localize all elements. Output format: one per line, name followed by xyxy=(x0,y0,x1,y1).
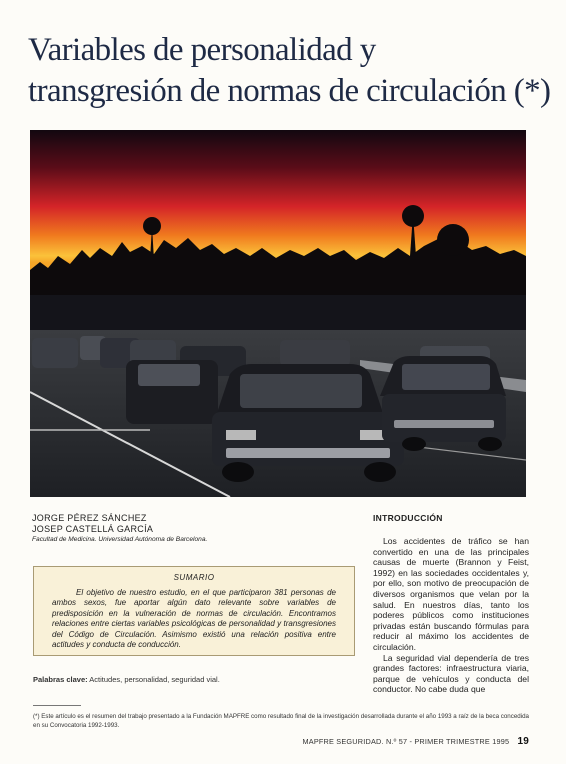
keywords-label: Palabras clave: xyxy=(33,675,88,684)
footnote: (*) Este artículo es el resumen del trabajo presentado a la Fundación MAPFRE como resultado final de la investigación desarrollada durante el año 1993 a raíz de la beca concedida en su Convocatoria 1992-1993. xyxy=(33,713,529,729)
author-name: JORGE PÉREZ SÁNCHEZ xyxy=(32,513,147,523)
introduction-paragraph: La seguridad vial dependería de tres grandes factores: infraestructura viaria, parque de vehículos y conducta del conductor. No cabe duda que xyxy=(373,652,529,695)
title-line-2: transgresión de normas de circulación (*) xyxy=(28,73,551,109)
introduction-section xyxy=(373,513,529,695)
summary-heading: SUMARIO xyxy=(173,573,215,582)
keywords xyxy=(33,675,355,684)
introduction-heading: INTRODUCCIÓN xyxy=(373,513,443,523)
author-affiliation: Facultad de Medicina. Universidad Autónoma de Barcelona. xyxy=(32,536,208,543)
title-line-1: Variables de personalidad y xyxy=(28,32,376,68)
sunset-highway-photo xyxy=(30,130,526,497)
summary-text: El objetivo de nuestro estudio, en el que participaron 381 personas de ambos sexos, fue aportar algún dato relevante sobre variables de predisposición en la vulneración de normas de circulación. Encontramos relaciones entre ciertas variables psicológicas de personalidad y transgresiones del Código de Circulación. Asimismo existió una relación positiva entre actitudes y conducta de conducción. xyxy=(52,588,336,650)
footnote-divider xyxy=(33,705,81,706)
article-title xyxy=(28,30,551,112)
journal-info: MAPFRE SEGURIDAD. N.º 57 - PRIMER TRIMESTRE 1995 xyxy=(302,737,510,746)
summary-box xyxy=(33,566,355,656)
page-number: 19 xyxy=(517,736,529,747)
keywords-text: Actitudes, personalidad, seguridad vial. xyxy=(89,675,220,684)
author-name: JOSEP CASTELLÁ GARCÍA xyxy=(32,524,154,534)
author-block xyxy=(32,513,332,545)
introduction-paragraph: Los accidentes de tráfico se han convertido en una de las principales causas de muerte (Brannon y Feist, 1992) en las sociedades occidentales y, por ello, son motivo de preocupación de diversos organismos que velan por la salud. En nuestros días, tanto los poderes públicos como instituciones privadas están buscando fórmulas para reducir al máximo los accidentes de circulación. xyxy=(373,536,529,652)
page-footer xyxy=(302,736,529,747)
